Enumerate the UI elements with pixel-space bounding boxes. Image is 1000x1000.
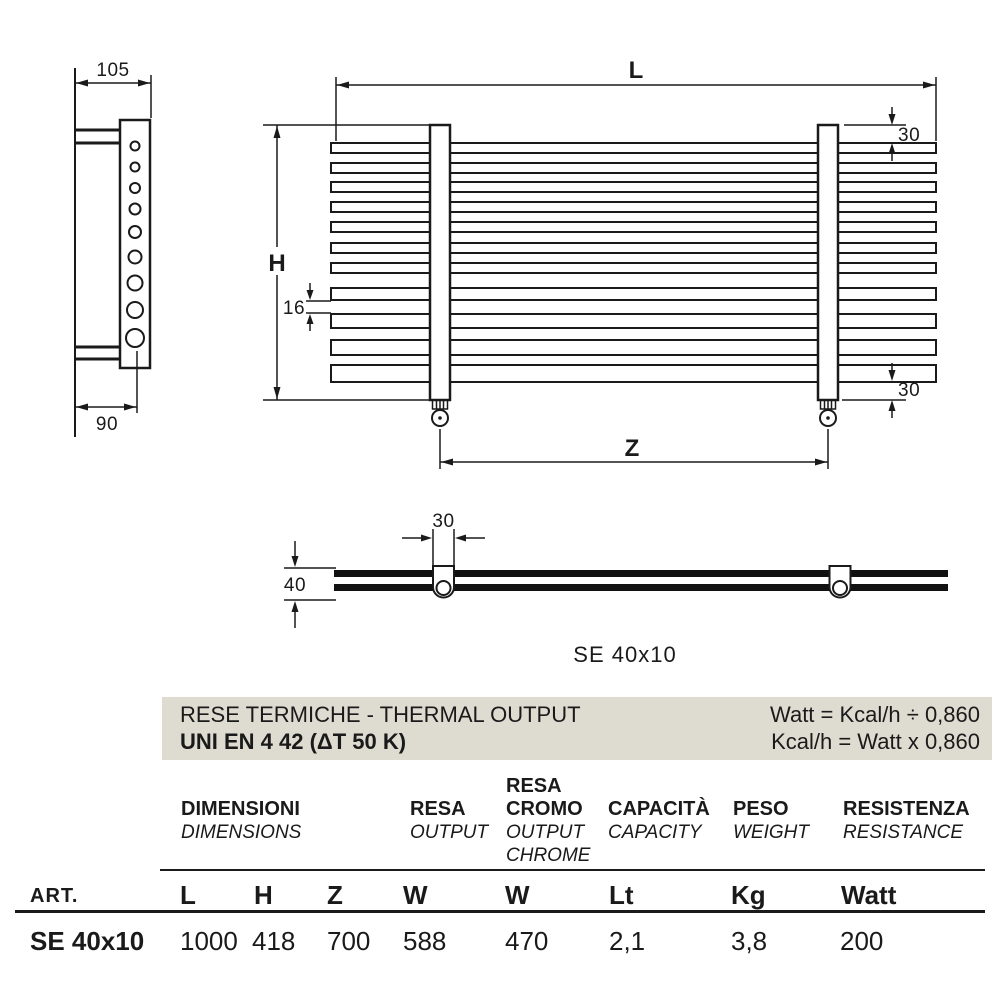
top-view (284, 511, 948, 667)
left-collector (430, 125, 450, 400)
radiator-tubes (331, 143, 936, 382)
row-l-value: 1000 (180, 926, 238, 956)
dim-axle-label: Z (624, 435, 640, 462)
right-bracket-clip (830, 566, 851, 598)
dim-length-L (336, 57, 936, 141)
group-dimensions-it: DIMENSIONI (181, 798, 300, 820)
group-weight-en: WEIGHT (733, 822, 809, 843)
row-lt-value: 2,1 (609, 926, 646, 956)
row-watt-value: 200 (840, 926, 884, 956)
column-w-chrome: W (505, 880, 530, 910)
dim-top-offset-label: 30 (898, 125, 921, 146)
dim-topview-depth-label: 40 (283, 575, 307, 596)
group-weight (733, 798, 809, 844)
group-capacity-en: CAPACITY (608, 822, 702, 843)
table-rule-header (15, 910, 985, 913)
row-z-value: 700 (327, 926, 371, 956)
row-w-chrome-value: 470 (505, 926, 549, 956)
group-chrome-en1: OUTPUT (506, 822, 585, 843)
collector-side-profile (120, 120, 150, 368)
row-h-value: 418 (252, 926, 296, 956)
row-art-value: SE 40x10 (30, 926, 145, 956)
group-dimensions (181, 798, 301, 844)
left-bracket-clip (433, 566, 454, 598)
thermal-band-title (180, 701, 581, 755)
column-art: ART. (30, 885, 79, 907)
row-w-value: 588 (403, 926, 447, 956)
column-z: Z (327, 880, 343, 910)
column-watt: Watt (841, 880, 897, 910)
group-dimensions-en: DIMENSIONS (181, 822, 302, 843)
dim-bracket-30 (402, 511, 485, 565)
model-caption: SE 40x10 (573, 642, 677, 667)
dim-tube-gap-16 (283, 283, 331, 331)
group-output-en: OUTPUT (410, 822, 489, 843)
wall-brackets (75, 130, 121, 359)
column-kg: Kg (731, 880, 766, 910)
group-resistance-en: RESISTANCE (843, 822, 964, 843)
formula-kcal: Kcal/h = Watt x 0,860 (771, 729, 980, 754)
wall-hatch (30, 68, 75, 437)
column-h: H (254, 880, 273, 910)
group-resistance-it: RESISTENZA (843, 798, 970, 820)
dim-height-label: H (268, 250, 286, 277)
conversion-formulas (600, 701, 980, 755)
group-output-chrome (506, 775, 590, 867)
group-resistance (843, 798, 970, 844)
thermal-title-line2: UNI EN 4 42 (ΔT 50 K) (180, 729, 407, 754)
thermal-title-line1: RESE TERMICHE - THERMAL OUTPUT (180, 702, 581, 727)
row-kg-value: 3,8 (731, 926, 768, 956)
group-chrome-en2: CHROME (506, 845, 591, 866)
dim-topview-depth-40 (284, 541, 336, 628)
column-w: W (403, 880, 428, 910)
top-tube-back (334, 584, 948, 591)
dim-depth-label: 105 (96, 60, 130, 81)
column-lt: Lt (609, 880, 634, 910)
group-capacity (608, 798, 710, 844)
table-rule-top (160, 869, 985, 871)
dim-depth-105 (75, 60, 151, 118)
group-chrome-it2: CROMO (506, 798, 583, 820)
group-chrome-it1: RESA (506, 775, 562, 797)
group-capacity-it: CAPACITÀ (608, 798, 710, 820)
right-collector (818, 125, 838, 400)
group-output (410, 798, 488, 844)
side-view (30, 60, 151, 437)
dim-length-label: L (628, 57, 644, 84)
front-view (263, 57, 936, 469)
column-l: L (180, 880, 196, 910)
right-valve (820, 400, 836, 426)
dim-bracket-label: 30 (432, 511, 455, 532)
dim-axis-label: 90 (95, 414, 119, 435)
top-tube-front (334, 570, 948, 577)
formula-watt: Watt = Kcal/h ÷ 0,860 (770, 702, 980, 727)
left-valve (432, 400, 448, 426)
dim-bottom-offset-label: 30 (898, 380, 921, 401)
group-weight-it: PESO (733, 798, 789, 820)
group-output-it: RESA (410, 798, 466, 820)
dim-axle-Z (440, 429, 828, 469)
dim-tube-gap-label: 16 (282, 298, 306, 319)
